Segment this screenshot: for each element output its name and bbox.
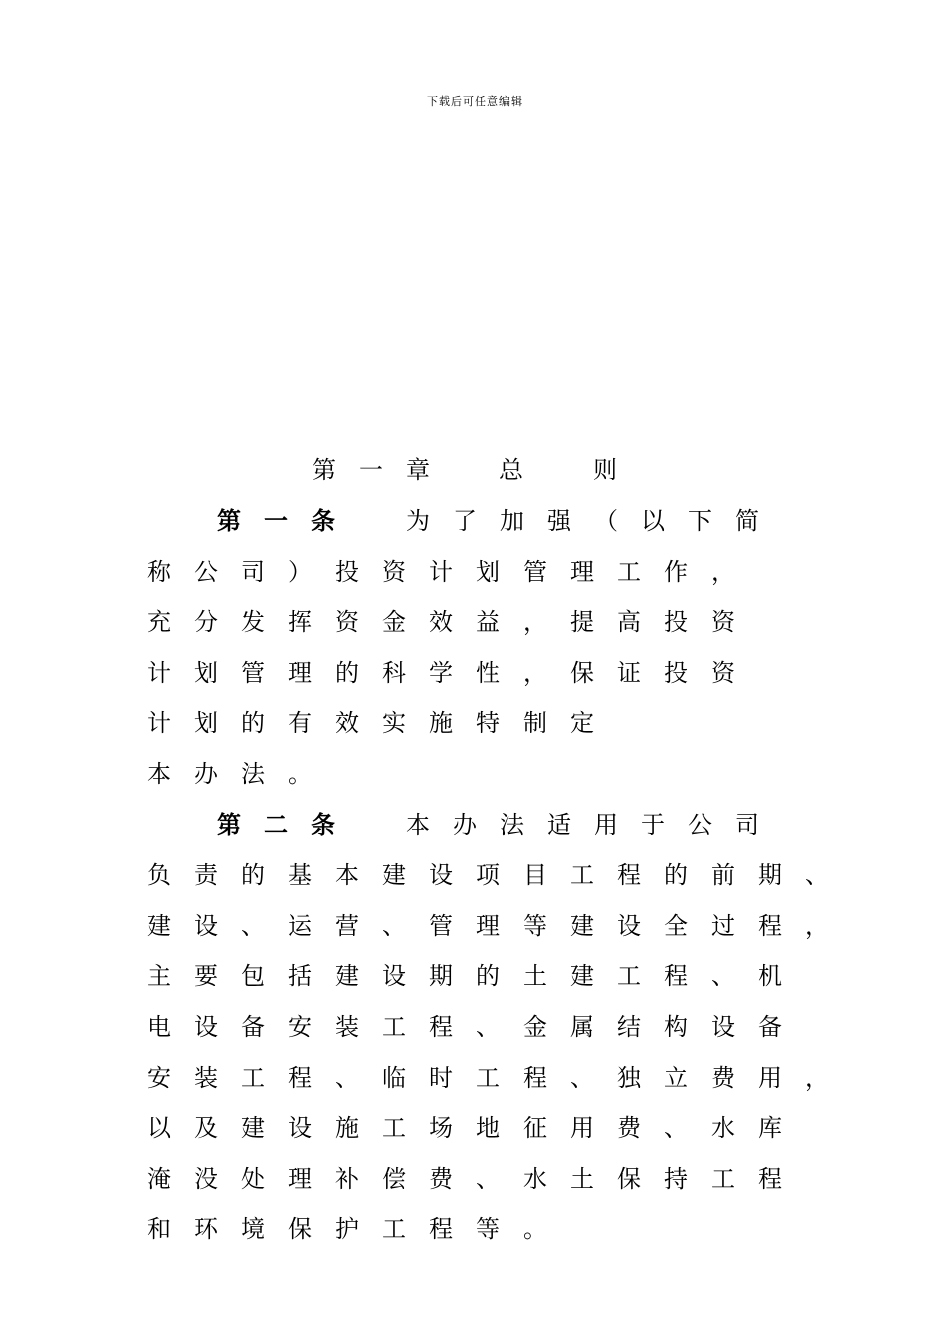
article-text-char: 。 [523,1215,547,1244]
article-text-char: 时 [429,1063,453,1092]
article-text-char: 场 [429,1114,453,1143]
article-text-char: 安 [288,1013,312,1041]
article-text-char: 分 [194,608,218,637]
article-text-char: 加 [500,507,524,535]
article-text-char: 程 [429,1215,453,1244]
article-text-char: 水 [711,1114,735,1143]
article-text-char: 本 [335,861,359,890]
article-text-char: 公 [688,810,712,839]
article-text-char: 作 [664,557,688,586]
article-text-char: 淹 [147,1164,171,1193]
article-text-char: 制 [523,709,547,738]
article-text-char: 基 [288,861,312,890]
article-text-char: 挥 [288,608,312,637]
article-line [0,1110,950,1146]
article-text-char: 投 [664,608,688,637]
article-text-char: 性 [476,658,500,687]
chapter-title-char: 总 [499,456,523,484]
article-line [0,503,950,539]
article-text-char: 划 [194,658,218,687]
article-line [0,1009,950,1045]
article-text-char: 为 [406,507,430,535]
article-text-char: 等 [523,911,547,940]
article-line [0,1060,950,1096]
article-text-char: 费 [711,1063,735,1092]
article-text-char: 结 [617,1013,641,1041]
article-text-char: 境 [241,1215,265,1244]
article-text-char: 建 [382,861,406,890]
article-text-char: 备 [758,1013,782,1041]
article-text-char: 施 [335,1114,359,1143]
article-text-char: 资 [711,608,735,637]
article-text-char: 定 [570,709,594,738]
article-text-char: 投 [335,557,359,586]
article-text-char: 证 [617,658,641,687]
article-text-char: 责 [194,861,218,890]
article-text-char: 以 [147,1114,171,1143]
article-label-char: 条 [311,809,335,839]
article-text-char: 营 [335,911,359,940]
article-text-char: 以 [641,507,665,535]
article-text-char: 设 [194,1013,218,1041]
article-line [0,554,950,590]
article-text-char: ， [711,557,735,586]
article-text-char: ， [805,911,829,940]
article-text-char: 全 [664,911,688,940]
article-text-char: 司 [735,810,759,839]
article-text-char: 建 [147,911,171,940]
article-text-char: 偿 [382,1164,406,1193]
article-text-char: ， [805,1063,829,1092]
article-text-char: 安 [147,1063,171,1092]
chapter-label-char: 第 [312,456,336,484]
article-line [0,958,950,994]
article-text-char: 设 [382,962,406,991]
article-text-char: 程 [523,1063,547,1092]
article-text-char: 前 [711,861,735,890]
article-text-char: 临 [382,1063,406,1092]
article-text-char: 征 [523,1114,547,1143]
article-text-char: 没 [194,1164,218,1193]
article-text-char: 理 [288,1164,312,1193]
article-text-char: 、 [805,861,829,890]
article-text-char: 工 [382,1215,406,1244]
article-text-char: 工 [382,1013,406,1041]
article-text-char: 运 [288,911,312,940]
article-text-char: 机 [758,962,782,991]
article-text-char: 本 [406,810,430,839]
article-text-char: 益 [476,608,500,637]
article-text-char: 程 [429,1013,453,1041]
article-text-char: 保 [570,658,594,687]
article-line [0,908,950,944]
article-text-char: 括 [288,962,312,991]
article-text-char: 发 [241,608,265,637]
article-text-char: 、 [476,1164,500,1193]
article-line [0,756,950,792]
article-text-char: 资 [382,557,406,586]
article-line [0,705,950,741]
article-text-char: 的 [335,658,359,687]
article-text-char: 用 [570,1114,594,1143]
article-text-char: 环 [194,1215,218,1244]
article-text-char: 工 [476,1063,500,1092]
article-text-char: 、 [664,1114,688,1143]
article-text-char: 学 [429,658,453,687]
article-text-char: 效 [335,709,359,738]
article-text-char: 费 [617,1114,641,1143]
article-text-char: 高 [617,608,641,637]
chapter-label-char: 一 [359,456,383,484]
article-line [0,1161,950,1197]
article-label-char: 一 [264,506,288,535]
article-text-char: 建 [241,1114,265,1143]
article-text-char: 简 [735,507,759,535]
article-text-char: 程 [664,962,688,991]
article-text-char: 及 [194,1114,218,1143]
article-text-char: 的 [241,709,265,738]
article-text-char: 装 [194,1063,218,1092]
article-text-char: 法 [241,760,265,788]
article-text-char: 适 [547,810,571,839]
article-text-char: 、 [241,911,265,940]
article-text-char: 工 [382,1114,406,1143]
article-text-char: 期 [758,861,782,890]
article-text-char: 项 [476,861,500,890]
article-text-char: 地 [476,1114,500,1143]
article-text-char: 。 [288,760,312,788]
article-text-char: 建 [335,962,359,991]
article-label-char: 第 [217,506,241,535]
article-label-char: 条 [311,506,335,535]
article-text-char: 程 [758,911,782,940]
article-text-char: 计 [147,709,171,738]
article-text-char: 投 [664,658,688,687]
article-text-char: 构 [664,1013,688,1041]
article-text-char: 计 [429,557,453,586]
article-text-char: 的 [241,861,265,890]
article-text-char: 司 [241,557,265,586]
article-text-char: 、 [570,1063,594,1092]
article-text-char: 过 [711,911,735,940]
article-text-char: 办 [453,810,477,839]
article-text-char: 理 [570,557,594,586]
article-text-char: 、 [711,962,735,991]
article-text-char: 划 [194,709,218,738]
article-text-char: 提 [570,608,594,637]
article-text-char: 目 [523,861,547,890]
article-text-char: 电 [147,1013,171,1041]
article-text-char: 资 [711,658,735,687]
chapter-title-char: 则 [593,456,617,484]
article-text-char: 护 [335,1215,359,1244]
article-text-char: 工 [241,1063,265,1092]
article-text-char: 计 [147,658,171,687]
article-text-char: ） [288,557,312,586]
article-text-char: 设 [711,1013,735,1041]
article-text-char: 设 [288,1114,312,1143]
article-label-char: 二 [264,809,288,839]
article-text-char: 程 [617,861,641,890]
page-header: 下载后可任意编辑 [427,95,523,108]
article-text-char: ， [523,658,547,687]
article-text-char: 工 [617,557,641,586]
article-text-char: 主 [147,962,171,991]
article-text-char: 水 [523,1164,547,1193]
article-text-char: 管 [241,658,265,687]
article-text-char: 公 [194,557,218,586]
chapter-title [0,452,950,488]
article-text-char: 理 [476,911,500,940]
article-text-char: 补 [335,1164,359,1193]
article-text-char: 、 [335,1063,359,1092]
article-text-char: 独 [617,1063,641,1092]
article-text-char: ， [523,608,547,637]
article-line [0,604,950,640]
article-text-char: 建 [570,911,594,940]
article-text-char: 要 [194,962,218,991]
article-label-char: 第 [217,809,241,839]
article-text-char: 工 [570,861,594,890]
article-text-char: 用 [758,1063,782,1092]
article-text-char: 有 [288,709,312,738]
article-text-char: 处 [241,1164,265,1193]
article-text-char: 称 [147,557,171,586]
article-text-char: 管 [429,911,453,940]
article-text-char: 实 [382,709,406,738]
article-text-char: 充 [147,608,171,637]
article-line [0,1211,950,1247]
article-text-char: 建 [570,962,594,991]
article-line [0,655,950,691]
article-text-char: 工 [711,1164,735,1193]
article-text-char: 用 [594,810,618,839]
article-text-char: （ [594,507,618,535]
article-text-char: 管 [523,557,547,586]
article-text-char: 设 [617,911,641,940]
article-text-char: 的 [664,861,688,890]
article-text-char: 下 [688,507,712,535]
article-text-char: 设 [194,911,218,940]
article-text-char: 金 [382,608,406,637]
article-text-char: 保 [617,1164,641,1193]
article-line [0,857,950,893]
article-text-char: 本 [147,760,171,788]
article-text-char: 了 [453,507,477,535]
article-text-char: 负 [147,861,171,890]
article-text-char: 等 [476,1215,500,1244]
article-text-char: 土 [523,962,547,991]
article-text-char: 资 [335,608,359,637]
article-text-char: 立 [664,1063,688,1092]
article-text-char: 金 [523,1013,547,1041]
article-text-char: 工 [617,962,641,991]
article-text-char: 土 [570,1164,594,1193]
article-text-char: 理 [288,658,312,687]
chapter-label-char: 章 [406,456,430,484]
article-text-char: 费 [429,1164,453,1193]
article-text-char: 施 [429,709,453,738]
article-text-char: 期 [429,962,453,991]
article-text-char: 保 [288,1215,312,1244]
article-text-char: 特 [476,709,500,738]
article-text-char: 持 [664,1164,688,1193]
article-text-char: 和 [147,1215,171,1244]
article-text-char: 效 [429,608,453,637]
article-text-char: 科 [382,658,406,687]
article-text-char: 的 [476,962,500,991]
article-text-char: 、 [382,911,406,940]
article-text-char: 设 [429,861,453,890]
article-text-char: 程 [758,1164,782,1193]
article-text-char: 包 [241,962,265,991]
article-text-char: 属 [570,1013,594,1041]
article-text-char: 备 [241,1013,265,1041]
article-text-char: 划 [476,557,500,586]
article-text-char: 办 [194,760,218,788]
article-text-char: 库 [758,1114,782,1143]
article-text-char: 强 [547,507,571,535]
article-text-char: 、 [476,1013,500,1041]
article-text-char: 于 [641,810,665,839]
article-text-char: 装 [335,1013,359,1041]
article-text-char: 法 [500,810,524,839]
article-text-char: 程 [288,1063,312,1092]
article-line [0,807,950,843]
